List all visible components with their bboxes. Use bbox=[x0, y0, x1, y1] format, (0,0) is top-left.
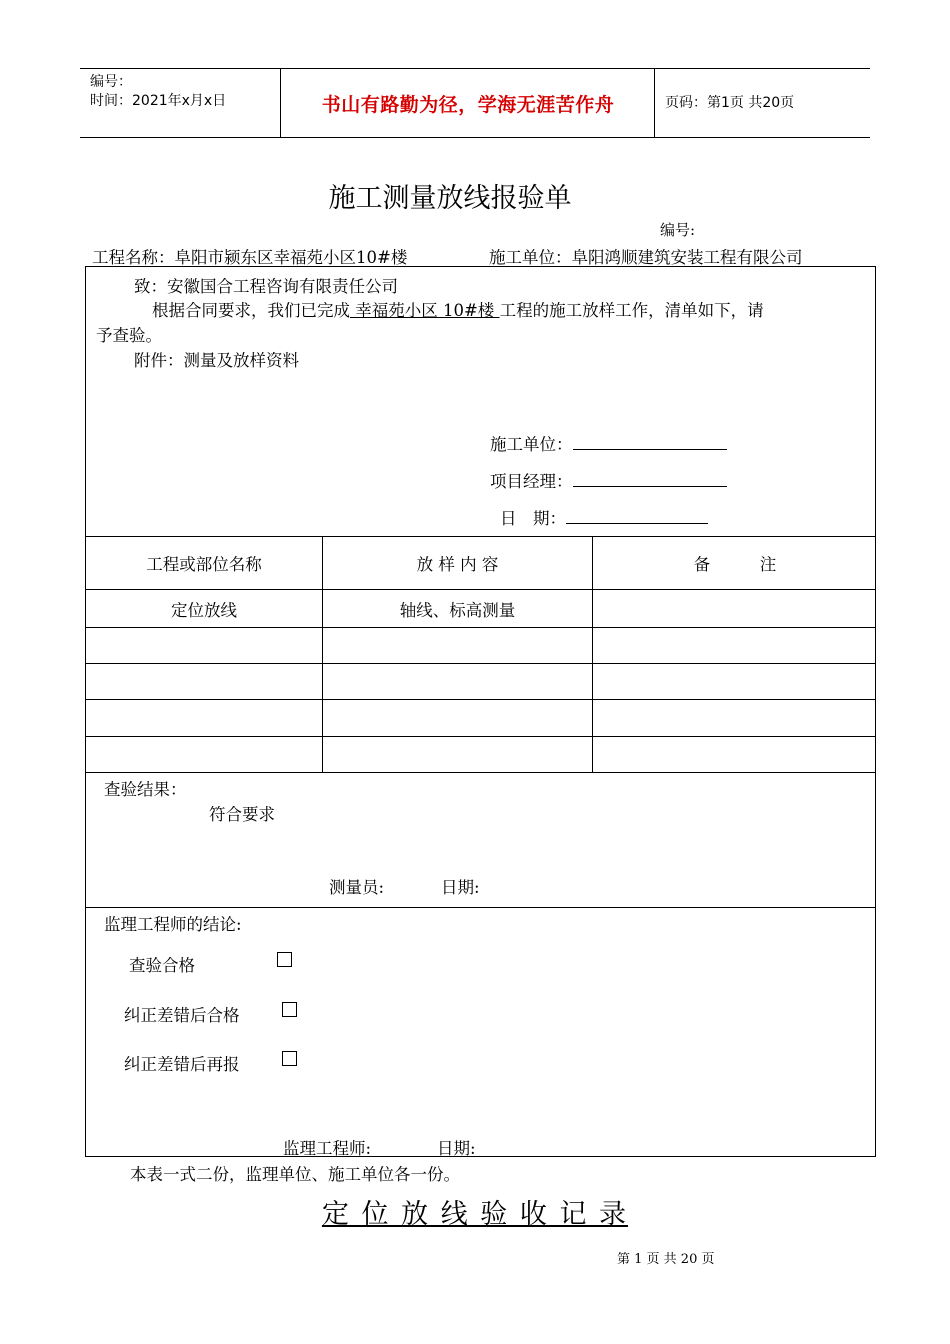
table-header-content: 放 样 内 容 bbox=[416, 555, 499, 574]
option-label: 纠正差错后合格 bbox=[124, 1006, 240, 1025]
header-meta bbox=[80, 69, 281, 137]
table-row-line bbox=[86, 627, 875, 628]
signature-unit bbox=[490, 431, 727, 455]
signature-date-label: 日 期： bbox=[500, 509, 566, 528]
para-project: 幸福苑小区 10#楼 bbox=[350, 301, 500, 320]
option-label: 纠正差错后再报 bbox=[124, 1055, 240, 1074]
para-line2: 予查验。 bbox=[96, 326, 162, 345]
table-cell: 轴线、标高测量 bbox=[399, 600, 516, 620]
contractor-unit: 施工单位：阜阳鸿顺建筑安装工程有限公司 bbox=[489, 248, 803, 267]
signature-unit-label: 施工单位： bbox=[490, 435, 573, 454]
option-checkbox[interactable] bbox=[282, 1051, 297, 1066]
addressee: 致：安徽国合工程咨询有限责任公司 bbox=[134, 277, 398, 296]
number-field: 编号: bbox=[660, 221, 696, 239]
inspection-label: 查验结果： bbox=[104, 780, 187, 799]
option-checkbox[interactable] bbox=[282, 1002, 297, 1017]
section-title-wrap bbox=[0, 1192, 950, 1231]
document-header bbox=[80, 68, 870, 138]
table-bottom-line bbox=[86, 772, 875, 773]
option-label: 查验合格 bbox=[129, 956, 195, 975]
body-paragraph bbox=[152, 297, 764, 321]
option-checkbox[interactable] bbox=[277, 952, 292, 967]
inspection-result: 符合要求 bbox=[209, 805, 275, 824]
signature-unit-blank[interactable] bbox=[573, 433, 727, 450]
project-name: 工程名称：阜阳市颍东区幸福苑小区10#楼 bbox=[92, 248, 408, 267]
signature-manager-blank[interactable] bbox=[573, 470, 727, 487]
table-cell: 定位放线 bbox=[171, 600, 237, 620]
form-title: 施工测量放线报验单 bbox=[328, 183, 572, 214]
supervisor-label: 监理工程师的结论: bbox=[104, 915, 242, 934]
header-slogan: 书山有路勤为径，学海无涯苦作舟 bbox=[321, 93, 615, 116]
section-divider bbox=[86, 907, 875, 908]
table-header-remark: 备 注 bbox=[693, 555, 777, 574]
header-page-label: 页码：第1页 共20页 bbox=[665, 94, 795, 111]
engineer-date-label: 日期: bbox=[437, 1139, 476, 1158]
engineer-label: 监理工程师: bbox=[283, 1139, 372, 1158]
table-cell bbox=[593, 590, 877, 627]
inspection-date-label: 日期: bbox=[441, 878, 480, 897]
footer-page: 第 1 页 共 20 页 bbox=[617, 1252, 715, 1267]
para-suffix: 工程的施工放样工作，清单如下，请 bbox=[499, 301, 764, 320]
signature-manager-label: 项目经理： bbox=[490, 472, 573, 491]
header-page-cell bbox=[655, 69, 870, 137]
signature-manager bbox=[490, 468, 727, 492]
signature-date-blank[interactable] bbox=[566, 507, 708, 524]
para-prefix: 根据合同要求，我们已完成 bbox=[152, 301, 350, 320]
table-row-line bbox=[86, 736, 875, 737]
form-note: 本表一式二份，监理单位、施工单位各一份。 bbox=[130, 1165, 460, 1184]
section-title: 定 位 放 线 验 收 记 录 bbox=[321, 1199, 629, 1230]
signature-date bbox=[500, 505, 708, 529]
header-slogan-cell bbox=[282, 69, 655, 137]
table-row-line bbox=[86, 663, 875, 664]
table-row-line bbox=[86, 699, 875, 700]
header-number-label: 编号： bbox=[90, 74, 132, 90]
attachment: 附件：测量及放样资料 bbox=[134, 351, 299, 370]
surveyor-label: 测量员: bbox=[329, 878, 385, 897]
inspection-form bbox=[85, 266, 876, 1157]
table-header-name: 工程或部位名称 bbox=[146, 555, 262, 574]
header-time-label: 时间：2021年x月x日 bbox=[90, 93, 227, 109]
